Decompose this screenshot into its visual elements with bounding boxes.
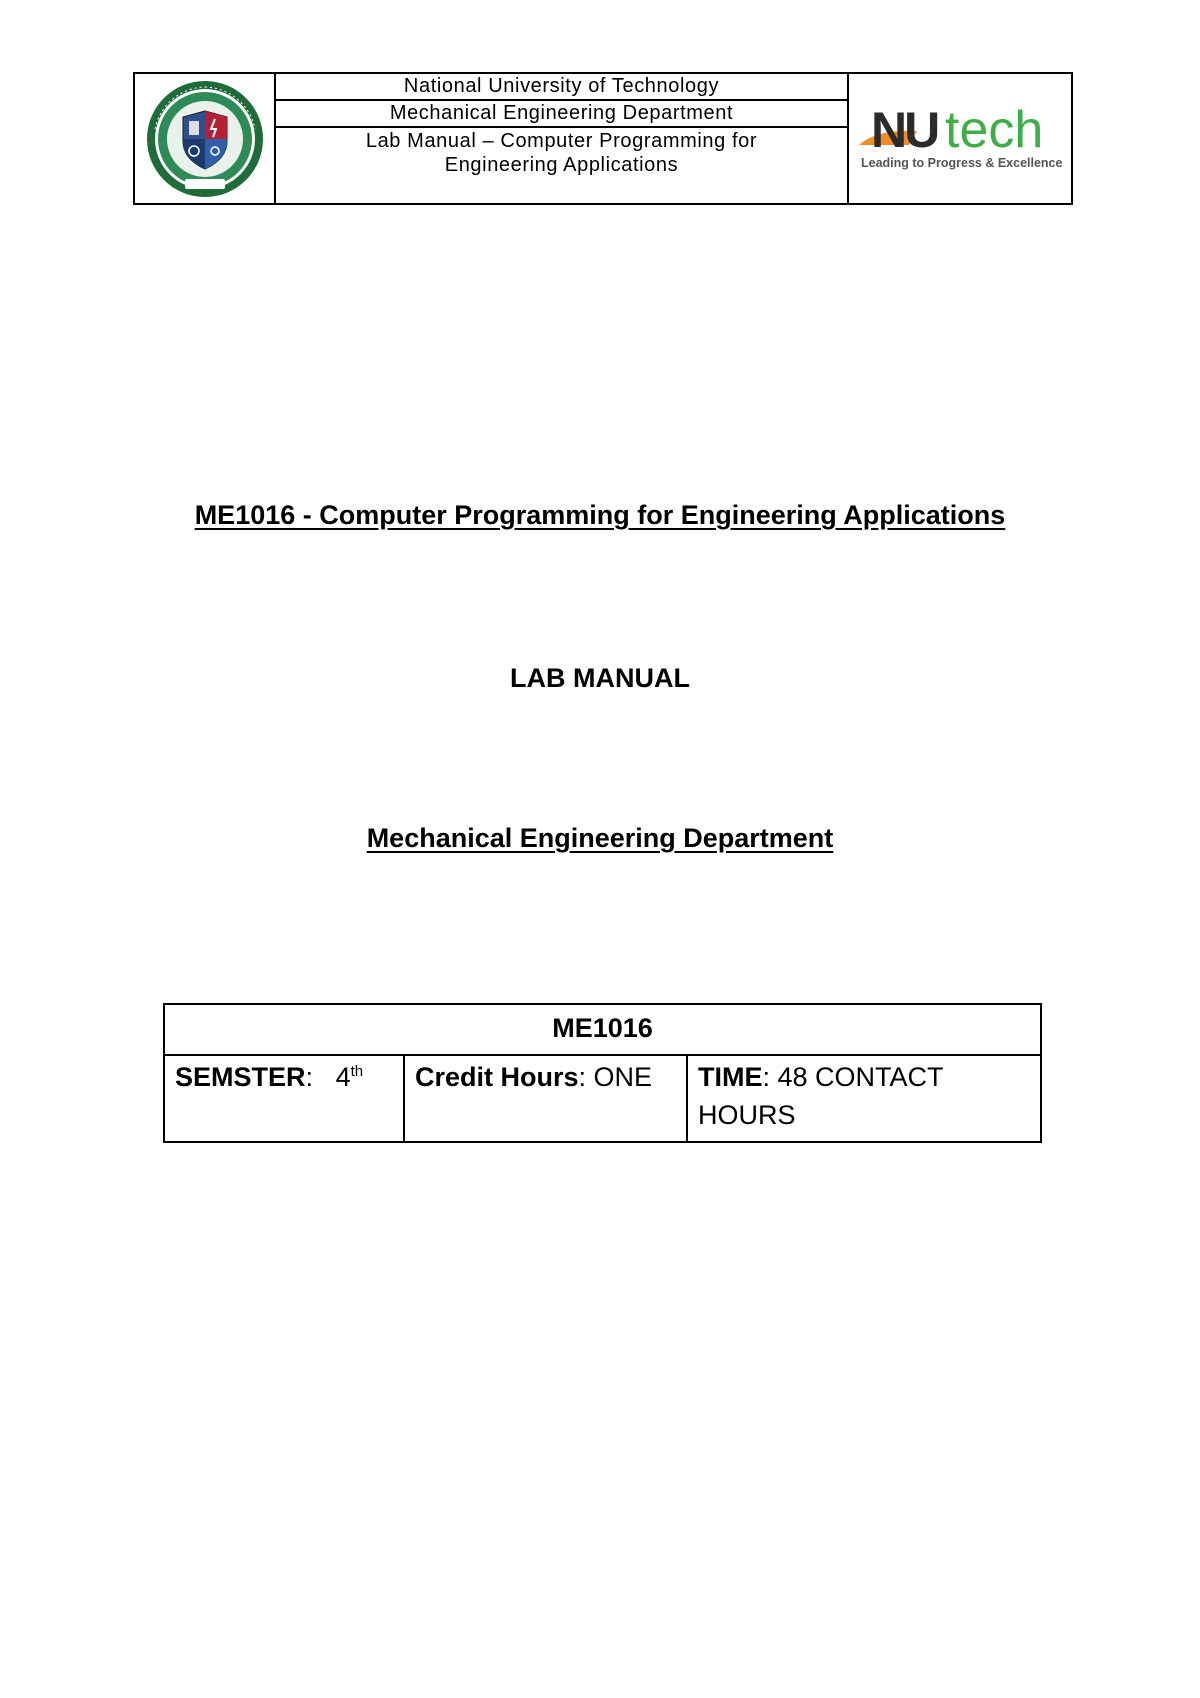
lab-manual-heading xyxy=(0,663,1200,694)
semester-value: 4 xyxy=(335,1062,351,1092)
credit-hours-cell xyxy=(405,1056,688,1143)
time-label: TIME xyxy=(698,1062,763,1092)
credit-hours-label: Credit Hours xyxy=(415,1062,579,1092)
time-value: : 48 CONTACT HOURS xyxy=(698,1062,944,1130)
manual-title-line1: Lab Manual – Computer Programming for xyxy=(365,130,758,152)
course-info-table xyxy=(163,1003,1042,1143)
credit-hours-value: : ONE xyxy=(578,1062,653,1092)
manual-title-line2: Engineering Applications xyxy=(444,154,679,176)
time-cell xyxy=(688,1056,1040,1143)
nutech-logo xyxy=(857,101,1063,177)
logo-tech-text: tech xyxy=(945,100,1044,159)
course-info-row xyxy=(165,1056,1040,1143)
department-heading xyxy=(0,823,1200,854)
manual-title xyxy=(276,128,847,177)
semester-sup: th xyxy=(350,1063,364,1080)
header-center-cell xyxy=(276,74,849,203)
course-title-text: ME1016 - Computer Programming for Engineering Applications xyxy=(194,500,1006,530)
department-heading-text: Mechanical Engineering Department xyxy=(366,823,834,853)
semester-sep: : xyxy=(305,1062,314,1092)
university-seal-icon xyxy=(145,79,265,199)
lab-manual-text: LAB MANUAL xyxy=(510,663,690,693)
semester-cell xyxy=(165,1056,405,1143)
logo-nu-text: NU xyxy=(871,101,938,158)
header-seal-cell xyxy=(135,74,276,203)
course-code: ME1016 xyxy=(165,1005,1040,1056)
course-title xyxy=(0,500,1200,531)
department-name: Mechanical Engineering Department xyxy=(276,101,847,128)
logo-tagline: Leading to Progress & Excellence xyxy=(861,155,1063,170)
header-logo-cell xyxy=(849,74,1071,203)
header-table xyxy=(133,72,1073,205)
semester-label: SEMSTER xyxy=(175,1062,306,1092)
university-name: National University of Technology xyxy=(276,74,847,101)
